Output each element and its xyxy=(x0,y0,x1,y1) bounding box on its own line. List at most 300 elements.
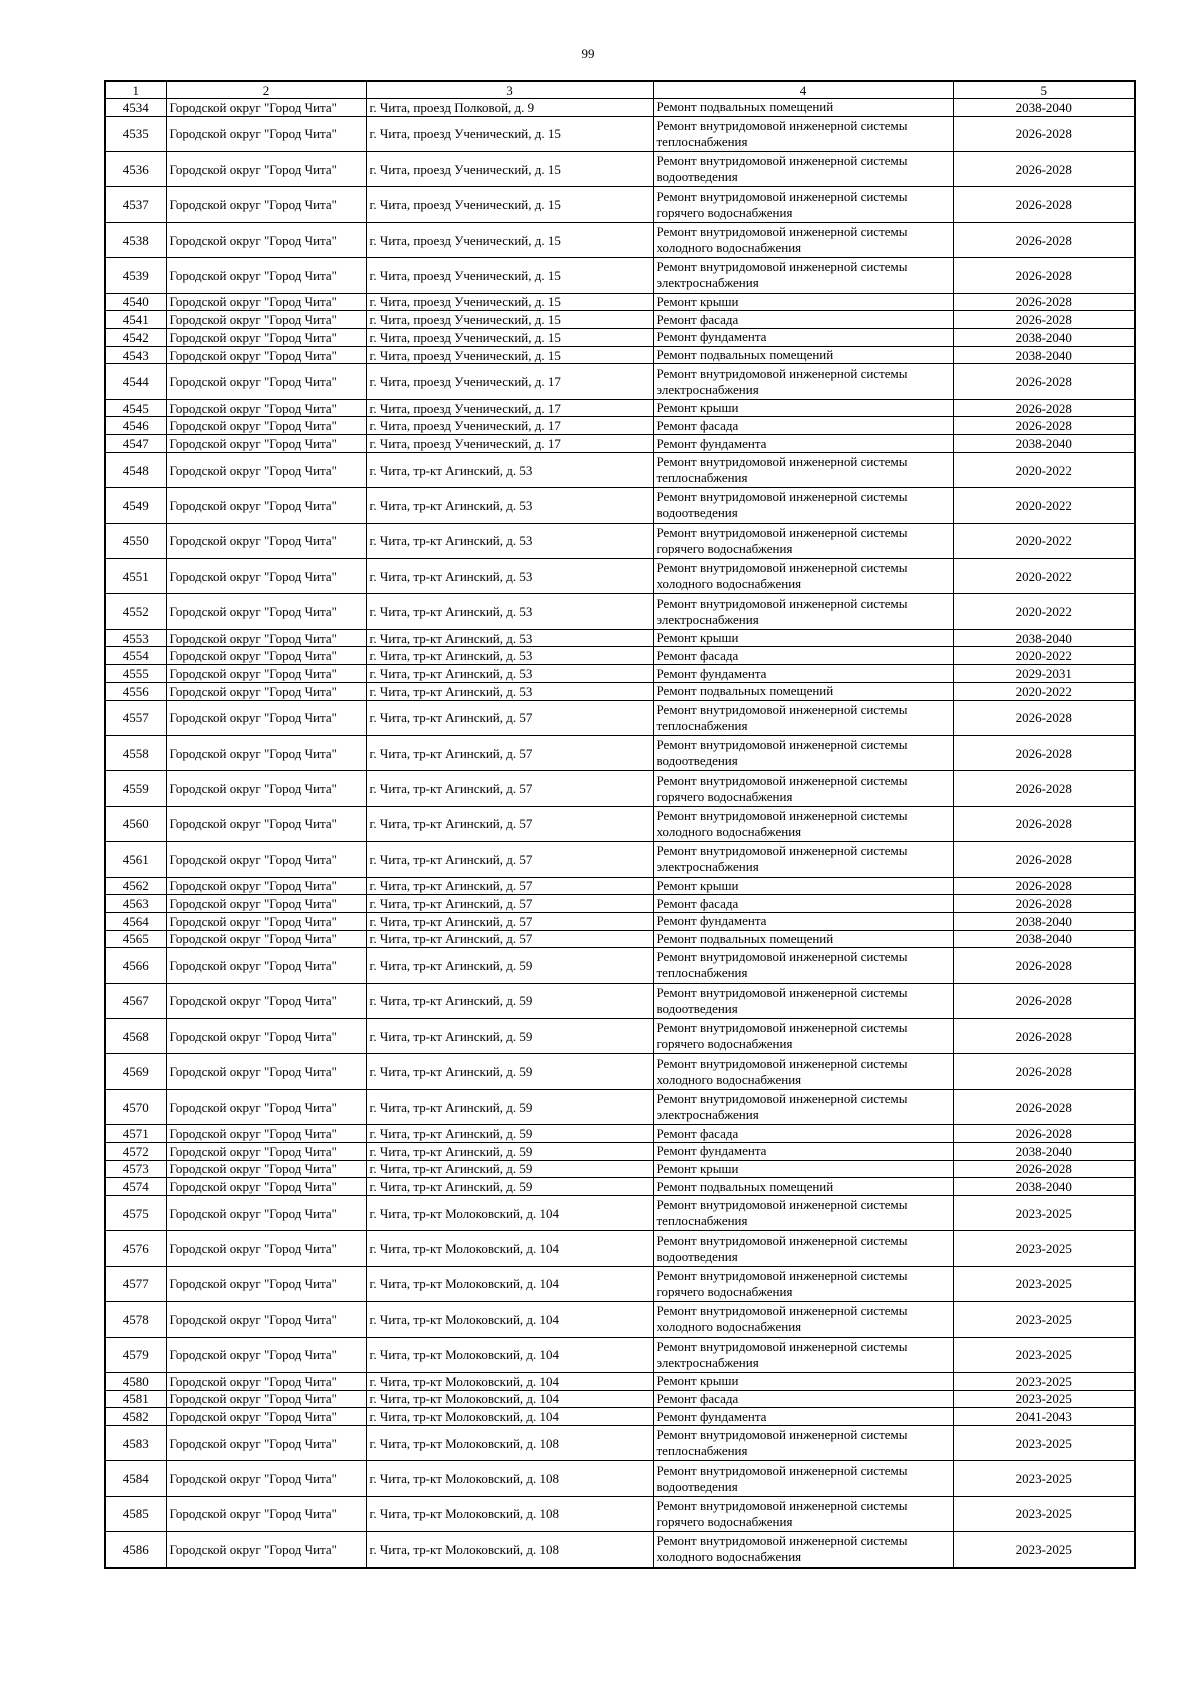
table-row xyxy=(105,222,1135,257)
cell-municipality: Городской округ "Город Чита" xyxy=(166,1461,366,1496)
table-row xyxy=(105,559,1135,594)
cell-municipality: Городской округ "Город Чита" xyxy=(166,364,366,399)
cell-number: 4568 xyxy=(105,1019,166,1054)
cell-number: 4560 xyxy=(105,806,166,841)
table-row xyxy=(105,258,1135,293)
cell-address: г. Чита, проезд Ученический, д. 17 xyxy=(366,417,653,435)
cell-address: г. Чита, тр-кт Агинский, д. 53 xyxy=(366,594,653,629)
cell-period: 2026-2028 xyxy=(953,364,1135,399)
work-type-text: Ремонт внутридомовой инженерной системы холодного водоснабжения xyxy=(656,1055,908,1087)
cell-municipality: Городской округ "Город Чита" xyxy=(166,806,366,841)
cell-municipality: Городской округ "Город Чита" xyxy=(166,682,366,700)
cell-address: г. Чита, тр-кт Агинский, д. 53 xyxy=(366,665,653,683)
cell-period: 2038-2040 xyxy=(953,99,1135,117)
work-type-text: Ремонт внутридомовой инженерной системы электроснабжения xyxy=(656,595,908,627)
cell-municipality: Городской округ "Город Чита" xyxy=(166,152,366,187)
table-row xyxy=(105,311,1135,329)
table-row xyxy=(105,1408,1135,1426)
cell-address: г. Чита, тр-кт Молоковский, д. 104 xyxy=(366,1302,653,1337)
cell-period: 2020-2022 xyxy=(953,559,1135,594)
table-row xyxy=(105,912,1135,930)
table-row xyxy=(105,983,1135,1018)
cell-work-type xyxy=(653,258,953,293)
cell-period: 2020-2022 xyxy=(953,452,1135,487)
cell-period: 2023-2025 xyxy=(953,1532,1135,1568)
table-row xyxy=(105,1160,1135,1178)
cell-work-type xyxy=(653,806,953,841)
cell-address: г. Чита, проезд Ученический, д. 15 xyxy=(366,329,653,347)
cell-period: 2038-2040 xyxy=(953,329,1135,347)
cell-period: 2038-2040 xyxy=(953,930,1135,948)
work-type-text: Ремонт подвальных помещений xyxy=(656,347,834,363)
cell-address: г. Чита, тр-кт Агинский, д. 59 xyxy=(366,1054,653,1089)
cell-work-type xyxy=(653,1337,953,1372)
table-row xyxy=(105,1125,1135,1143)
cell-period: 2038-2040 xyxy=(953,629,1135,647)
cell-period: 2023-2025 xyxy=(953,1266,1135,1301)
table-row xyxy=(105,700,1135,735)
cell-municipality: Городской округ "Город Чита" xyxy=(166,1390,366,1408)
cell-work-type xyxy=(653,1461,953,1496)
cell-number: 4550 xyxy=(105,523,166,558)
cell-number: 4553 xyxy=(105,629,166,647)
cell-number: 4540 xyxy=(105,293,166,311)
cell-municipality: Городской округ "Город Чита" xyxy=(166,1089,366,1124)
cell-period: 2023-2025 xyxy=(953,1195,1135,1230)
cell-period: 2023-2025 xyxy=(953,1461,1135,1496)
cell-number: 4543 xyxy=(105,346,166,364)
cell-work-type xyxy=(653,1266,953,1301)
cell-period: 2023-2025 xyxy=(953,1302,1135,1337)
work-type-text: Ремонт крыши xyxy=(656,630,739,646)
work-type-text: Ремонт фундамента xyxy=(656,1408,767,1424)
cell-municipality: Городской округ "Город Чита" xyxy=(166,1337,366,1372)
work-type-text: Ремонт внутридомовой инженерной системы водоотведения xyxy=(656,737,908,769)
cell-work-type xyxy=(653,116,953,151)
cell-number: 4549 xyxy=(105,488,166,523)
cell-address: г. Чита, тр-кт Агинский, д. 53 xyxy=(366,488,653,523)
cell-work-type xyxy=(653,329,953,347)
cell-work-type xyxy=(653,293,953,311)
table-row xyxy=(105,1372,1135,1390)
cell-municipality: Городской округ "Город Чита" xyxy=(166,647,366,665)
table-row xyxy=(105,735,1135,770)
cell-period: 2026-2028 xyxy=(953,222,1135,257)
cell-number: 4567 xyxy=(105,983,166,1018)
cell-work-type xyxy=(653,346,953,364)
table-row xyxy=(105,1266,1135,1301)
work-type-text: Ремонт внутридомовой инженерной системы горячего водоснабжения xyxy=(656,188,908,220)
cell-address: г. Чита, проезд Ученический, д. 15 xyxy=(366,346,653,364)
cell-period: 2026-2028 xyxy=(953,895,1135,913)
cell-address: г. Чита, тр-кт Агинский, д. 57 xyxy=(366,842,653,877)
cell-address: г. Чита, проезд Ученический, д. 15 xyxy=(366,152,653,187)
cell-work-type xyxy=(653,1496,953,1531)
cell-period: 2026-2028 xyxy=(953,116,1135,151)
cell-number: 4579 xyxy=(105,1337,166,1372)
table-row xyxy=(105,488,1135,523)
work-type-text: Ремонт фундамента xyxy=(656,435,767,451)
table-row xyxy=(105,187,1135,222)
cell-number: 4554 xyxy=(105,647,166,665)
cell-municipality: Городской округ "Город Чита" xyxy=(166,1372,366,1390)
cell-municipality: Городской округ "Город Чита" xyxy=(166,735,366,770)
table-row xyxy=(105,1461,1135,1496)
cell-period: 2023-2025 xyxy=(953,1425,1135,1460)
cell-municipality: Городской округ "Город Чита" xyxy=(166,311,366,329)
cell-work-type xyxy=(653,1054,953,1089)
cell-municipality: Городской округ "Город Чита" xyxy=(166,417,366,435)
cell-municipality: Городской округ "Город Чита" xyxy=(166,842,366,877)
cell-address: г. Чита, тр-кт Агинский, д. 59 xyxy=(366,983,653,1018)
cell-period: 2020-2022 xyxy=(953,647,1135,665)
work-type-text: Ремонт внутридомовой инженерной системы холодного водоснабжения xyxy=(656,1303,908,1335)
work-type-text: Ремонт внутридомовой инженерной системы водоотведения xyxy=(656,153,908,185)
cell-number: 4544 xyxy=(105,364,166,399)
cell-work-type xyxy=(653,930,953,948)
cell-municipality: Городской округ "Город Чита" xyxy=(166,629,366,647)
cell-work-type xyxy=(653,1231,953,1266)
cell-municipality: Городской округ "Город Чита" xyxy=(166,1532,366,1568)
cell-work-type xyxy=(653,948,953,983)
work-type-text: Ремонт внутридомовой инженерной системы теплоснабжения xyxy=(656,1427,908,1459)
cell-period: 2038-2040 xyxy=(953,435,1135,453)
work-type-text: Ремонт подвальных помещений xyxy=(656,930,834,946)
work-type-text: Ремонт подвальных помещений xyxy=(656,683,834,699)
cell-number: 4585 xyxy=(105,1496,166,1531)
cell-municipality: Городской округ "Город Чита" xyxy=(166,1054,366,1089)
table-row xyxy=(105,1195,1135,1230)
cell-municipality: Городской округ "Город Чита" xyxy=(166,1125,366,1143)
work-type-text: Ремонт фундамента xyxy=(656,665,767,681)
cell-number: 4570 xyxy=(105,1089,166,1124)
cell-municipality: Городской округ "Город Чита" xyxy=(166,1195,366,1230)
cell-number: 4562 xyxy=(105,877,166,895)
cell-municipality: Городской округ "Город Чита" xyxy=(166,912,366,930)
cell-municipality: Городской округ "Город Чита" xyxy=(166,700,366,735)
column-header-5: 5 xyxy=(953,81,1135,99)
cell-period: 2026-2028 xyxy=(953,877,1135,895)
cell-work-type xyxy=(653,647,953,665)
table-row xyxy=(105,1178,1135,1196)
table-row xyxy=(105,930,1135,948)
work-type-text: Ремонт фасада xyxy=(656,417,739,433)
cell-number: 4534 xyxy=(105,99,166,117)
cell-period: 2023-2025 xyxy=(953,1496,1135,1531)
cell-municipality: Городской округ "Город Чита" xyxy=(166,523,366,558)
cell-period: 2026-2028 xyxy=(953,152,1135,187)
cell-address: г. Чита, тр-кт Молоковский, д. 104 xyxy=(366,1231,653,1266)
cell-municipality: Городской округ "Город Чита" xyxy=(166,488,366,523)
work-type-text: Ремонт внутридомовой инженерной системы теплоснабжения xyxy=(656,454,908,486)
work-type-text: Ремонт внутридомовой инженерной системы горячего водоснабжения xyxy=(656,1267,908,1299)
cell-work-type xyxy=(653,1372,953,1390)
cell-municipality: Городской округ "Город Чита" xyxy=(166,665,366,683)
cell-municipality: Городской округ "Город Чита" xyxy=(166,877,366,895)
cell-address: г. Чита, тр-кт Агинский, д. 57 xyxy=(366,735,653,770)
work-type-text: Ремонт крыши xyxy=(656,1373,739,1389)
work-type-text: Ремонт внутридомовой инженерной системы водоотведения xyxy=(656,1232,908,1264)
cell-number: 4576 xyxy=(105,1231,166,1266)
cell-number: 4552 xyxy=(105,594,166,629)
cell-number: 4566 xyxy=(105,948,166,983)
cell-number: 4584 xyxy=(105,1461,166,1496)
cell-municipality: Городской округ "Город Чита" xyxy=(166,930,366,948)
work-type-text: Ремонт внутридомовой инженерной системы теплоснабжения xyxy=(656,701,908,733)
cell-municipality: Городской округ "Город Чита" xyxy=(166,1425,366,1460)
cell-period: 2026-2028 xyxy=(953,1160,1135,1178)
cell-address: г. Чита, тр-кт Молоковский, д. 104 xyxy=(366,1390,653,1408)
table-row xyxy=(105,1142,1135,1160)
cell-number: 4548 xyxy=(105,452,166,487)
cell-address: г. Чита, проезд Ученический, д. 15 xyxy=(366,293,653,311)
cell-number: 4577 xyxy=(105,1266,166,1301)
cell-period: 2023-2025 xyxy=(953,1390,1135,1408)
table-row xyxy=(105,1054,1135,1089)
cell-number: 4569 xyxy=(105,1054,166,1089)
cell-period: 2026-2028 xyxy=(953,983,1135,1018)
cell-period: 2020-2022 xyxy=(953,523,1135,558)
work-type-text: Ремонт подвальных помещений xyxy=(656,1178,834,1194)
cell-address: г. Чита, проезд Ученический, д. 15 xyxy=(366,311,653,329)
cell-period: 2023-2025 xyxy=(953,1231,1135,1266)
table-body xyxy=(105,81,1135,1568)
cell-address: г. Чита, тр-кт Молоковский, д. 108 xyxy=(366,1496,653,1531)
cell-address: г. Чита, проезд Ученический, д. 17 xyxy=(366,435,653,453)
cell-municipality: Городской округ "Город Чита" xyxy=(166,1408,366,1426)
cell-work-type xyxy=(653,417,953,435)
table-row xyxy=(105,364,1135,399)
cell-address: г. Чита, тр-кт Агинский, д. 59 xyxy=(366,1160,653,1178)
work-type-text: Ремонт фундамента xyxy=(656,913,767,929)
cell-period: 2020-2022 xyxy=(953,488,1135,523)
cell-work-type xyxy=(653,399,953,417)
cell-municipality: Городской округ "Город Чита" xyxy=(166,435,366,453)
work-type-text: Ремонт внутридомовой инженерной системы водоотведения xyxy=(656,489,908,521)
cell-address: г. Чита, тр-кт Агинский, д. 59 xyxy=(366,1142,653,1160)
work-type-text: Ремонт фасада xyxy=(656,1125,739,1141)
table-row xyxy=(105,329,1135,347)
cell-number: 4586 xyxy=(105,1532,166,1568)
cell-period: 2026-2028 xyxy=(953,293,1135,311)
cell-work-type xyxy=(653,1142,953,1160)
cell-address: г. Чита, тр-кт Молоковский, д. 104 xyxy=(366,1195,653,1230)
cell-address: г. Чита, тр-кт Агинский, д. 53 xyxy=(366,629,653,647)
cell-period: 2026-2028 xyxy=(953,417,1135,435)
cell-period: 2038-2040 xyxy=(953,346,1135,364)
cell-address: г. Чита, тр-кт Агинский, д. 57 xyxy=(366,930,653,948)
cell-period: 2029-2031 xyxy=(953,665,1135,683)
cell-period: 2026-2028 xyxy=(953,1054,1135,1089)
table-row xyxy=(105,665,1135,683)
cell-number: 4575 xyxy=(105,1195,166,1230)
cell-number: 4582 xyxy=(105,1408,166,1426)
cell-address: г. Чита, проезд Ученический, д. 17 xyxy=(366,364,653,399)
cell-municipality: Городской округ "Город Чита" xyxy=(166,222,366,257)
cell-municipality: Городской округ "Город Чита" xyxy=(166,1178,366,1196)
cell-period: 2020-2022 xyxy=(953,594,1135,629)
cell-municipality: Городской округ "Город Чита" xyxy=(166,293,366,311)
cell-municipality: Городской округ "Город Чита" xyxy=(166,258,366,293)
table-row xyxy=(105,877,1135,895)
cell-work-type xyxy=(653,1019,953,1054)
cell-work-type xyxy=(653,1178,953,1196)
cell-address: г. Чита, тр-кт Молоковский, д. 104 xyxy=(366,1266,653,1301)
cell-address: г. Чита, тр-кт Агинский, д. 53 xyxy=(366,523,653,558)
table-row xyxy=(105,771,1135,806)
table-row xyxy=(105,1425,1135,1460)
cell-number: 4580 xyxy=(105,1372,166,1390)
table-row xyxy=(105,452,1135,487)
table-row xyxy=(105,152,1135,187)
table-row xyxy=(105,1231,1135,1266)
cell-address: г. Чита, проезд Ученический, д. 17 xyxy=(366,399,653,417)
cell-municipality: Городской округ "Город Чита" xyxy=(166,187,366,222)
cell-address: г. Чита, тр-кт Агинский, д. 59 xyxy=(366,1178,653,1196)
cell-address: г. Чита, тр-кт Агинский, д. 53 xyxy=(366,647,653,665)
cell-municipality: Городской округ "Город Чита" xyxy=(166,1142,366,1160)
cell-address: г. Чита, тр-кт Агинский, д. 53 xyxy=(366,682,653,700)
work-type-text: Ремонт крыши xyxy=(656,1160,739,1176)
work-type-text: Ремонт внутридомовой инженерной системы электроснабжения xyxy=(656,1091,908,1122)
table-row xyxy=(105,629,1135,647)
table-row xyxy=(105,523,1135,558)
column-header-1: 1 xyxy=(105,81,166,99)
table-row xyxy=(105,346,1135,364)
cell-work-type xyxy=(653,1390,953,1408)
cell-period: 2041-2043 xyxy=(953,1408,1135,1426)
cell-address: г. Чита, тр-кт Агинский, д. 57 xyxy=(366,700,653,735)
cell-number: 4563 xyxy=(105,895,166,913)
cell-number: 4537 xyxy=(105,187,166,222)
cell-number: 4573 xyxy=(105,1160,166,1178)
cell-number: 4556 xyxy=(105,682,166,700)
cell-address: г. Чита, тр-кт Агинский, д. 57 xyxy=(366,895,653,913)
work-type-text: Ремонт подвальных помещений xyxy=(656,99,834,115)
work-type-text: Ремонт внутридомовой инженерной системы теплоснабжения xyxy=(656,117,908,149)
work-type-text: Ремонт внутридомовой инженерной системы холодного водоснабжения xyxy=(656,224,908,256)
cell-period: 2026-2028 xyxy=(953,1125,1135,1143)
work-type-text: Ремонт внутридомовой инженерной системы электроснабжения xyxy=(656,1338,908,1370)
cell-work-type xyxy=(653,895,953,913)
cell-municipality: Городской округ "Город Чита" xyxy=(166,116,366,151)
cell-number: 4547 xyxy=(105,435,166,453)
cell-number: 4574 xyxy=(105,1178,166,1196)
cell-period: 2026-2028 xyxy=(953,258,1135,293)
work-type-text: Ремонт внутридомовой инженерной системы холодного водоснабжения xyxy=(656,560,908,592)
table-row xyxy=(105,116,1135,151)
cell-work-type xyxy=(653,1089,953,1124)
cell-work-type xyxy=(653,1425,953,1460)
work-type-text: Ремонт фасада xyxy=(656,895,739,911)
cell-number: 4565 xyxy=(105,930,166,948)
cell-number: 4539 xyxy=(105,258,166,293)
cell-number: 4538 xyxy=(105,222,166,257)
work-type-text: Ремонт внутридомовой инженерной системы холодного водоснабжения xyxy=(656,1533,908,1565)
work-type-text: Ремонт внутридомовой инженерной системы горячего водоснабжения xyxy=(656,524,908,556)
table-row xyxy=(105,647,1135,665)
cell-number: 4572 xyxy=(105,1142,166,1160)
cell-municipality: Городской округ "Город Чита" xyxy=(166,1302,366,1337)
cell-work-type xyxy=(653,665,953,683)
repair-schedule-table xyxy=(104,80,1136,1569)
column-header-2: 2 xyxy=(166,81,366,99)
cell-work-type xyxy=(653,629,953,647)
work-type-text: Ремонт внутридомовой инженерной системы электроснабжения xyxy=(656,843,908,875)
cell-work-type xyxy=(653,1532,953,1568)
cell-municipality: Городской округ "Город Чита" xyxy=(166,329,366,347)
cell-work-type xyxy=(653,311,953,329)
cell-number: 4583 xyxy=(105,1425,166,1460)
cell-number: 4541 xyxy=(105,311,166,329)
table-row xyxy=(105,1390,1135,1408)
cell-municipality: Городской округ "Город Чита" xyxy=(166,346,366,364)
cell-address: г. Чита, тр-кт Агинский, д. 57 xyxy=(366,806,653,841)
cell-work-type xyxy=(653,682,953,700)
cell-address: г. Чита, проезд Полковой, д. 9 xyxy=(366,99,653,117)
cell-work-type xyxy=(653,222,953,257)
table-row xyxy=(105,1532,1135,1568)
cell-address: г. Чита, проезд Ученический, д. 15 xyxy=(366,187,653,222)
cell-address: г. Чита, тр-кт Молоковский, д. 108 xyxy=(366,1532,653,1568)
work-type-text: Ремонт фундамента xyxy=(656,1143,767,1159)
cell-work-type xyxy=(653,488,953,523)
cell-address: г. Чита, тр-кт Молоковский, д. 104 xyxy=(366,1372,653,1390)
cell-number: 4571 xyxy=(105,1125,166,1143)
work-type-text: Ремонт внутридомовой инженерной системы холодного водоснабжения xyxy=(656,807,908,839)
cell-work-type xyxy=(653,187,953,222)
cell-municipality: Городской округ "Город Чита" xyxy=(166,452,366,487)
cell-municipality: Городской округ "Город Чита" xyxy=(166,948,366,983)
cell-address: г. Чита, тр-кт Агинский, д. 59 xyxy=(366,948,653,983)
work-type-text: Ремонт крыши xyxy=(656,293,739,309)
table-row xyxy=(105,895,1135,913)
cell-address: г. Чита, тр-кт Агинский, д. 57 xyxy=(366,912,653,930)
cell-address: г. Чита, проезд Ученический, д. 15 xyxy=(366,222,653,257)
column-header-3: 3 xyxy=(366,81,653,99)
cell-municipality: Городской округ "Город Чита" xyxy=(166,594,366,629)
table-row xyxy=(105,1302,1135,1337)
cell-address: г. Чита, тр-кт Молоковский, д. 104 xyxy=(366,1408,653,1426)
cell-period: 2020-2022 xyxy=(953,682,1135,700)
cell-address: г. Чита, тр-кт Агинский, д. 53 xyxy=(366,559,653,594)
cell-work-type xyxy=(653,877,953,895)
table-row xyxy=(105,1019,1135,1054)
cell-number: 4536 xyxy=(105,152,166,187)
cell-number: 4535 xyxy=(105,116,166,151)
table-row xyxy=(105,806,1135,841)
cell-municipality: Городской округ "Город Чита" xyxy=(166,99,366,117)
table-row xyxy=(105,842,1135,877)
cell-work-type xyxy=(653,1195,953,1230)
cell-address: г. Чита, тр-кт Агинский, д. 53 xyxy=(366,452,653,487)
cell-municipality: Городской округ "Город Чита" xyxy=(166,1496,366,1531)
cell-number: 4542 xyxy=(105,329,166,347)
table-row xyxy=(105,399,1135,417)
cell-number: 4561 xyxy=(105,842,166,877)
cell-period: 2026-2028 xyxy=(953,735,1135,770)
table-row xyxy=(105,594,1135,629)
cell-address: г. Чита, тр-кт Агинский, д. 59 xyxy=(366,1019,653,1054)
cell-municipality: Городской округ "Город Чита" xyxy=(166,559,366,594)
cell-number: 4545 xyxy=(105,399,166,417)
cell-municipality: Городской округ "Город Чита" xyxy=(166,1231,366,1266)
cell-work-type xyxy=(653,983,953,1018)
table-row xyxy=(105,99,1135,117)
cell-address: г. Чита, тр-кт Агинский, д. 57 xyxy=(366,877,653,895)
cell-period: 2026-2028 xyxy=(953,948,1135,983)
cell-work-type xyxy=(653,735,953,770)
